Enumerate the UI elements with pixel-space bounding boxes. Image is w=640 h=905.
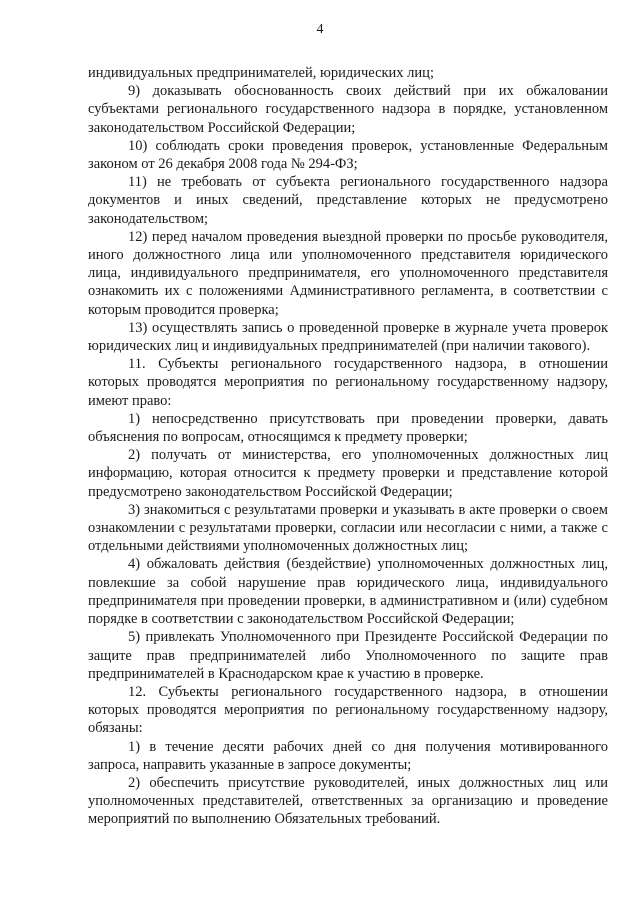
paragraph: 5) привлекать Уполномоченного при Президенте Российской Федерации по защите прав предпринимателей либо Уполномоченного по защите прав предпринимателей в Краснодарском крае к участию в проверке.: [88, 629, 608, 682]
paragraph: 2) обеспечить присутствие руководителей, иных должностных лиц или уполномоченных представителей, ответственных за организацию и проведение мероприятий по выполнению Обязательных требований.: [88, 774, 608, 828]
paragraph: 9) доказывать обоснованность своих действий при их обжаловании субъектами регионального государственного надзора в порядке, установленном законодательством Российской Федерации;: [88, 83, 608, 136]
paragraph: индивидуальных предпринимателей, юридических лиц;: [88, 65, 434, 81]
paragraph: 11) не требовать от субъекта регионального государственного надзора документов и иных сведений, представление которых не предусмотрено законодательством;: [88, 174, 608, 227]
paragraph: 1) в течение десяти рабочих дней со дня получения мотивированного запроса, направить указанные в запросе документы;: [88, 738, 608, 773]
page-number: 4: [316, 22, 324, 37]
document-body: [88, 64, 608, 829]
paragraph: 2) получать от министерства, его уполномоченных должностных лиц информацию, которая относится к предмету проверки и представление которой предусмотрено законодательством Российской Федерации;: [88, 447, 608, 500]
paragraph: 4) обжаловать действия (бездействие) уполномоченных должностных лиц, повлекшие за собой нарушение прав юридического лица, индивидуального предпринимателя при проведении проверки, в административном и (или) судебном порядке в соответствии с законодательством Российской Федерации;: [88, 556, 608, 628]
paragraph: 13) осуществлять запись о проведенной проверке в журнале учета проверок юридических лиц и индивидуальных предпринимателей (при наличии такового).: [88, 319, 608, 355]
paragraph: 3) знакомиться с результатами проверки и указывать в акте проверки о своем ознакомлении с результатами проверки, согласии или несогласии с ними, а также с отдельными действиями уполномоченных должностных лиц;: [88, 501, 608, 555]
paragraph: 10) соблюдать сроки проведения проверок, установленные Федеральным законом от 26 декабря 2008 года № 294-ФЗ;: [88, 137, 608, 173]
paragraph: 11. Субъекты регионального государственного надзора, в отношении которых проводятся мероприятия по региональному государственному надзору, имеют право:: [88, 356, 608, 409]
paragraph: 1) непосредственно присутствовать при проведении проверки, давать объяснения по вопросам, относящимся к предмету проверки;: [88, 410, 608, 446]
paragraph: 12. Субъекты регионального государственного надзора, в отношении которых проводятся мероприятия по региональному государственному надзору, обязаны:: [88, 683, 608, 737]
paragraph: 12) перед началом проведения выездной проверки по просьбе руководителя, иного должностного лица или уполномоченного представителя юридического лица, индивидуального предпринимателя, его уполномоченного представителя ознакомить их с положениями Административного регламента, в соответствии с которым проводится проверка;: [88, 228, 608, 318]
